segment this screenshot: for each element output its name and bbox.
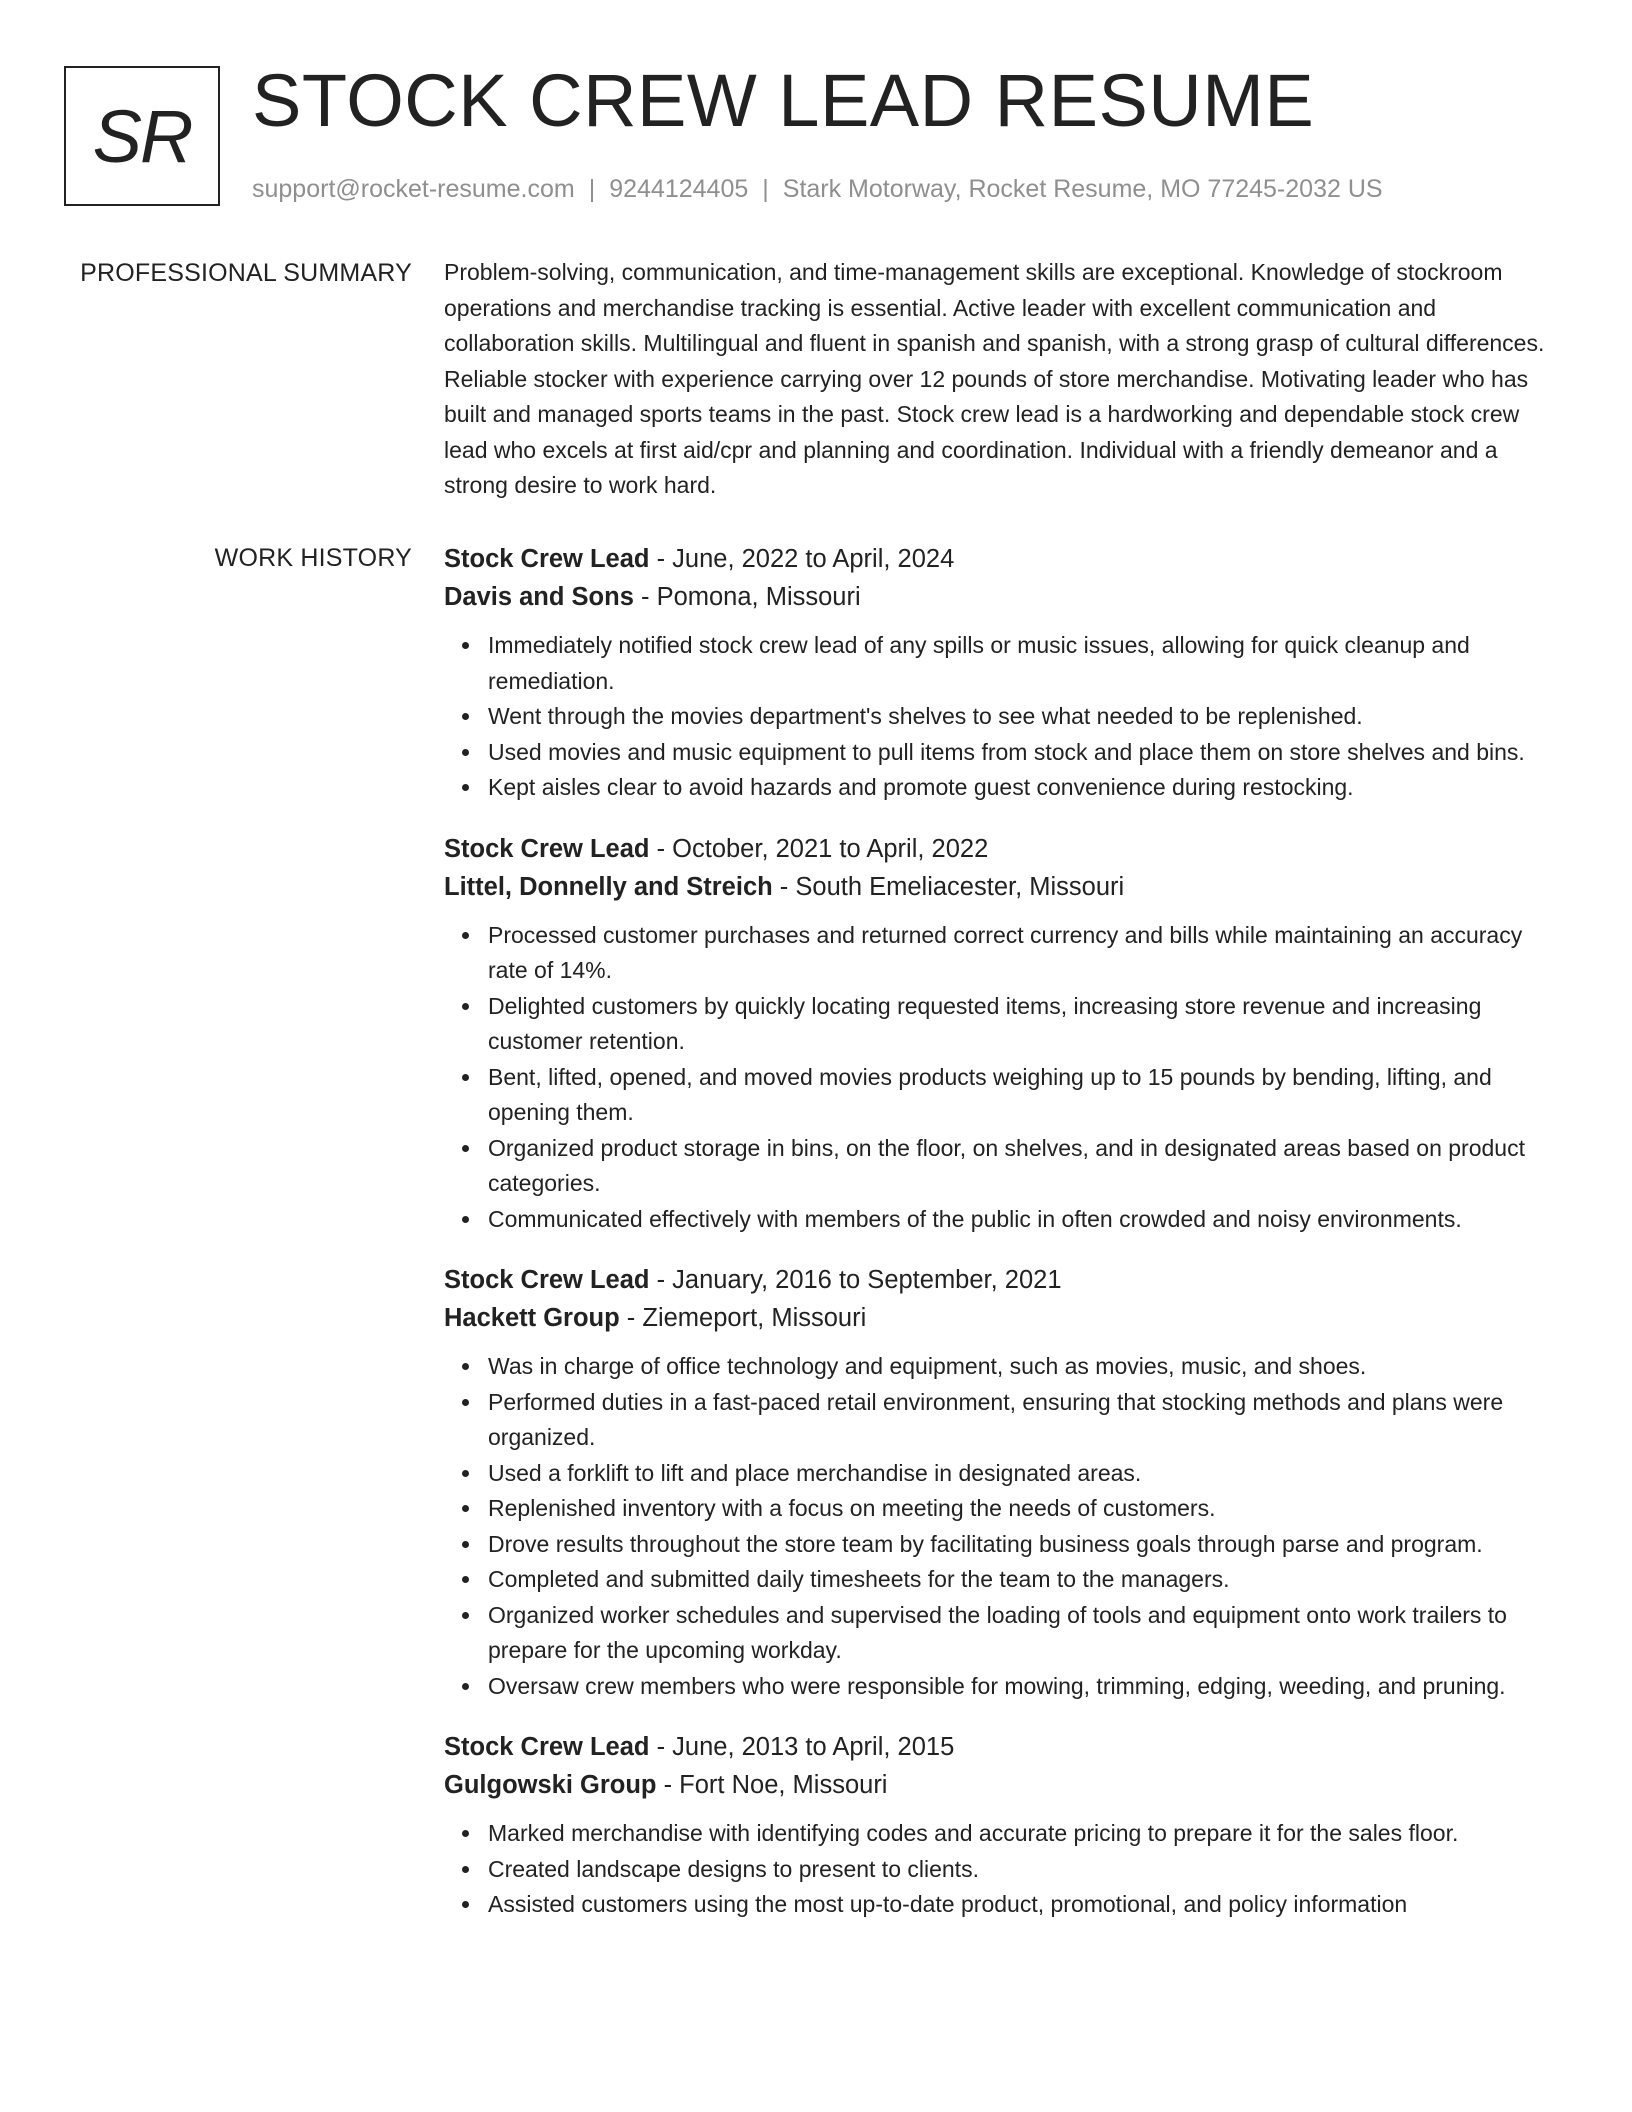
job-bullet-item: Used movies and music equipment to pull items from stock and place them on store shelves and bins.: [488, 735, 1554, 771]
contact-separator: |: [762, 175, 769, 203]
job-entry: [444, 1728, 1554, 1923]
job-dates: - October, 2021 to April, 2022: [649, 834, 989, 863]
contact-line: [252, 172, 1383, 206]
job-location: - Fort Noe, Missouri: [656, 1771, 888, 1799]
summary-body: [444, 255, 1554, 504]
job-bullet-item: Organized product storage in bins, on the floor, on shelves, and in designated areas based on product categories.: [488, 1131, 1554, 1202]
job-entry: [444, 1261, 1554, 1704]
job-title: Stock Crew Lead: [444, 1733, 650, 1761]
job-bullet-item: Replenished inventory with a focus on meeting the needs of customers.: [488, 1491, 1554, 1527]
summary-text: Problem-solving, communication, and time-management skills are exceptional. Knowledge of stockroom operations and merchandise tracking is essential. Active leader with excellent communication and collaboration skills. Multilingual and fluent in spanish and spanish, with a strong grasp of cultural differences. Reliable stocker with experience carrying over 12 pounds of store merchandise. Motivating leader who has built and managed sports teams in the past. Stock crew lead is a hardworking and dependable stock crew lead who excels at first aid/cpr and planning and coordination. Individual with a friendly demeanor and a strong desire to work hard.: [444, 259, 1545, 498]
job-title-line: [444, 540, 1554, 578]
section-label-summary: PROFESSIONAL SUMMARY: [80, 259, 412, 287]
monogram-logo: SR: [64, 66, 220, 206]
job-company-line: [444, 1299, 1554, 1337]
job-location: - South Emeliacester, Missouri: [772, 872, 1125, 901]
job-entry: [444, 540, 1554, 806]
job-entry: [444, 830, 1554, 1238]
job-dates: - January, 2016 to September, 2021: [649, 1266, 1062, 1294]
job-company-line: [444, 868, 1554, 906]
job-bullet-item: Immediately notified stock crew lead of any spills or music issues, allowing for quick cleanup and remediation.: [488, 628, 1554, 699]
job-bullet-item: Went through the movies department's shelves to see what needed to be replenished.: [488, 699, 1554, 735]
job-bullet-list: [444, 628, 1554, 806]
job-title: Stock Crew Lead: [444, 834, 650, 863]
job-bullet-item: Marked merchandise with identifying codes and accurate pricing to prepare it for the sales floor.: [488, 1816, 1554, 1852]
job-company: Hackett Group: [444, 1304, 620, 1332]
job-bullet-item: Processed customer purchases and returned correct currency and bills while maintaining an accuracy rate of 14%.: [488, 918, 1554, 989]
section-label-work-history: WORK HISTORY: [214, 544, 412, 572]
job-bullet-list: [444, 1816, 1554, 1923]
contact-separator: |: [588, 175, 596, 203]
job-title-line: [444, 1261, 1554, 1299]
job-company-line: [444, 578, 1554, 616]
job-location: - Pomona, Missouri: [633, 583, 861, 611]
job-bullet-item: Assisted customers using the most up-to-date product, promotional, and policy information: [488, 1887, 1554, 1923]
resume-title: STOCK CREW LEAD RESUME: [252, 59, 1315, 142]
job-company-line: [444, 1766, 1554, 1804]
job-location: - Ziemeport, Missouri: [619, 1304, 867, 1332]
job-company: Gulgowski Group: [444, 1771, 657, 1799]
job-bullet-list: [444, 1349, 1554, 1704]
job-company: Littel, Donnelly and Streich: [444, 872, 773, 901]
job-title: Stock Crew Lead: [444, 545, 650, 573]
contact-email: support@rocket-resume.com: [252, 175, 575, 203]
job-bullet-item: Kept aisles clear to avoid hazards and promote guest convenience during restocking.: [488, 770, 1554, 806]
job-bullet-item: Communicated effectively with members of the public in often crowded and noisy environments.: [488, 1202, 1554, 1238]
contact-phone: 9244124405: [609, 175, 749, 203]
job-bullet-item: Drove results throughout the store team by facilitating business goals through parse and program.: [488, 1527, 1554, 1563]
job-dates: - June, 2022 to April, 2024: [649, 545, 955, 573]
job-bullet-item: Oversaw crew members who were responsible for mowing, trimming, edging, weeding, and pruning.: [488, 1669, 1554, 1705]
job-bullet-item: Performed duties in a fast-paced retail environment, ensuring that stocking methods and plans were organized.: [488, 1385, 1554, 1456]
job-title-line: [444, 1728, 1554, 1766]
job-bullet-item: Bent, lifted, opened, and moved movies products weighing up to 15 pounds by bending, lifting, and opening them.: [488, 1060, 1554, 1131]
job-title: Stock Crew Lead: [444, 1266, 650, 1294]
job-company: Davis and Sons: [444, 583, 634, 611]
contact-address: Stark Motorway, Rocket Resume, MO 77245-2032 US: [782, 175, 1383, 203]
job-bullet-item: Organized worker schedules and supervised the loading of tools and equipment onto work trailers to prepare for the upcoming workday.: [488, 1598, 1554, 1669]
job-bullet-item: Delighted customers by quickly locating requested items, increasing store revenue and increasing customer retention.: [488, 989, 1554, 1060]
job-bullet-item: Created landscape designs to present to clients.: [488, 1852, 1554, 1888]
work-history-body: [444, 540, 1554, 1947]
job-bullet-list: [444, 918, 1554, 1238]
job-dates: - June, 2013 to April, 2015: [649, 1733, 955, 1761]
job-bullet-item: Used a forklift to lift and place merchandise in designated areas.: [488, 1456, 1554, 1492]
job-title-line: [444, 830, 1554, 868]
job-bullet-item: Completed and submitted daily timesheets for the team to the managers.: [488, 1562, 1554, 1598]
job-bullet-item: Was in charge of office technology and equipment, such as movies, music, and shoes.: [488, 1349, 1554, 1385]
